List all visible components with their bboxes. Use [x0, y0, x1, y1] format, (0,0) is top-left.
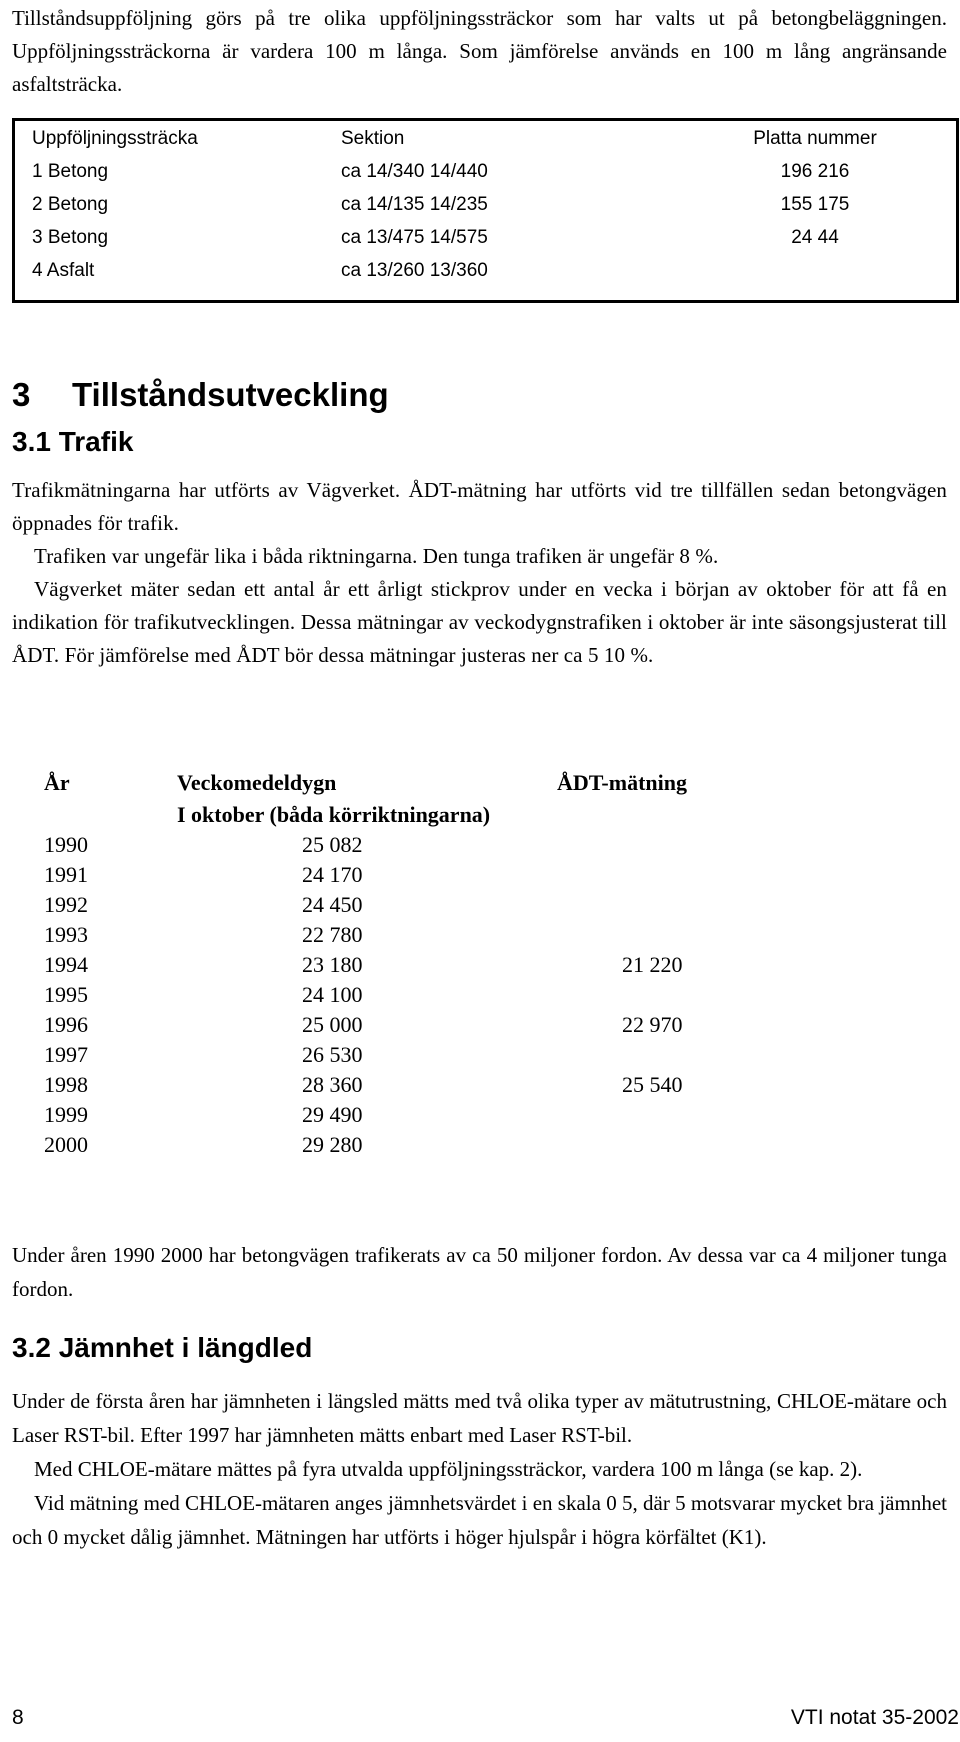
section-title: Tillståndsutveckling	[72, 376, 389, 413]
table-cell-year: 1994	[44, 952, 88, 977]
traffic-table-header-week-2: I oktober (båda körriktningarna)	[177, 802, 491, 827]
traffic-table-header-year: År	[44, 770, 70, 795]
section-table-header-strecka: Uppföljningssträcka	[32, 128, 198, 149]
table-row	[12, 1012, 947, 1045]
table-row	[12, 862, 947, 895]
table-cell-year: 1992	[44, 892, 88, 917]
section-table-row	[15, 253, 956, 288]
section-table-header-platta: Platta nummer	[753, 128, 877, 149]
table-row	[12, 1072, 947, 1105]
subsection-title: Jämnhet i längdled	[58, 1332, 313, 1363]
section-table-cell: 3 Betong	[32, 227, 109, 248]
subsection-heading-trafik	[12, 426, 133, 458]
section-table-cell: ca 13/475 14/575	[341, 227, 488, 248]
subsection-title: Trafik	[58, 426, 134, 457]
section-number: 3	[12, 376, 31, 413]
table-row	[12, 922, 947, 955]
intro-paragraph: Tillståndsuppföljning görs på tre olika uppföljningssträckor som har valts ut på betongbeläggningen. Uppföljningssträckorna är vardera 100 m långa. Som jämförelse används en 100 m lång angränsande asfaltsträcka.	[12, 6, 947, 96]
table-cell-week: 24 100	[302, 982, 363, 1007]
jamnhet-text-block	[12, 1384, 947, 1554]
table-cell-adt: 21 220	[622, 952, 683, 977]
trafik-paragraph-2: Trafiken var ungefär lika i båda riktningarna. Den tunga trafiken är ungefär 8 %.	[34, 544, 719, 568]
table-cell-week: 24 450	[302, 892, 363, 917]
table-cell-year: 1996	[44, 1012, 88, 1037]
section-table	[12, 118, 959, 303]
section-table-cell: 1 Betong	[32, 161, 109, 182]
subsection-number: 3.1	[12, 426, 51, 457]
table-cell-week: 22 780	[302, 922, 363, 947]
section-table-row	[15, 220, 956, 255]
table-row	[12, 832, 947, 865]
traffic-table-header-week-1: Veckomedeldygn	[177, 770, 337, 795]
table-cell-year: 1998	[44, 1072, 88, 1097]
table-row	[12, 892, 947, 925]
table-cell-week: 26 530	[302, 1042, 363, 1067]
table-cell-week: 28 360	[302, 1072, 363, 1097]
table-cell-week: 29 490	[302, 1102, 363, 1127]
intro-paragraph-block	[12, 2, 947, 101]
table-cell-year: 1991	[44, 862, 88, 887]
section-heading-3	[12, 376, 389, 414]
jamnhet-paragraph-3: Vid mätning med CHLOE-mätaren anges jämnhetsvärdet i en skala 0 5, där 5 motsvarar mycket bra jämnhet och 0 mycket dålig jämnhet. Mätningen har utförts i höger hjulspår i högra körfältet (K1).	[12, 1491, 947, 1549]
section-table-cell: ca 13/260 13/360	[341, 260, 488, 281]
table-cell-week: 25 082	[302, 832, 363, 857]
table-row	[12, 1042, 947, 1075]
table-cell-week: 24 170	[302, 862, 363, 887]
table-row	[12, 1102, 947, 1135]
table-cell-week: 25 000	[302, 1012, 363, 1037]
section-table-cell: ca 14/340 14/440	[341, 161, 488, 182]
document-id: VTI notat 35-2002	[790, 1706, 959, 1729]
section-table-cell: 4 Asfalt	[32, 260, 95, 281]
jamnhet-paragraph-2: Med CHLOE-mätare mättes på fyra utvalda uppföljningssträckor, vardera 100 m långa (se kap. 2).	[34, 1457, 863, 1481]
table-cell-year: 1999	[44, 1102, 88, 1127]
section-table-cell: 24 44	[791, 227, 839, 248]
section-table-row	[15, 187, 956, 222]
table-cell-adt: 25 540	[622, 1072, 683, 1097]
table-row	[12, 1132, 947, 1165]
trafik-paragraph-3: Vägverket mäter sedan ett antal år ett årligt stickprov under en vecka i början av oktober för att få en indikation för trafikutvecklingen. Dessa mätningar av veckodygnstrafiken i oktober är inte säsongsjusterat till ÅDT. För jämförelse med ÅDT bör dessa mätningar justeras ner ca 5 10 %.	[12, 577, 947, 667]
table-row	[12, 982, 947, 1015]
section-table-header-row	[15, 121, 956, 156]
table-cell-year: 1993	[44, 922, 88, 947]
table-cell-year: 1990	[44, 832, 88, 857]
traffic-table-header-adt: ÅDT-mätning	[557, 770, 687, 795]
section-table-cell: 2 Betong	[32, 194, 109, 215]
table-cell-adt: 22 970	[622, 1012, 683, 1037]
section-table-cell: 196 216	[780, 161, 850, 182]
trafik-text-block	[12, 474, 947, 672]
section-table-row	[15, 154, 956, 189]
section-table-header-sektion: Sektion	[341, 128, 405, 149]
table-row	[12, 952, 947, 985]
table-cell-year: 2000	[44, 1132, 88, 1157]
table-cell-year: 1995	[44, 982, 88, 1007]
page-number: 8	[12, 1706, 24, 1729]
table-cell-year: 1997	[44, 1042, 88, 1067]
table-cell-week: 29 280	[302, 1132, 363, 1157]
jamnhet-paragraph-1: Under de första åren har jämnheten i längsled mätts med två olika typer av mätutrustning, CHLOE-mätare och Laser RST-bil. Efter 1997 har jämnheten mätts enbart med Laser RST-bil.	[12, 1389, 947, 1447]
subsection-heading-jamnhet	[12, 1332, 312, 1364]
traffic-summary-paragraph: Under åren 1990 2000 har betongvägen trafikerats av ca 50 miljoner fordon. Av dessa var ca 4 miljoner tunga fordon.	[12, 1243, 947, 1301]
section-table-cell: 155 175	[780, 194, 850, 215]
section-table-cell: ca 14/135 14/235	[341, 194, 488, 215]
subsection-number: 3.2	[12, 1332, 51, 1363]
traffic-summary-block	[12, 1238, 947, 1306]
page-footer	[12, 1706, 959, 1736]
table-cell-week: 23 180	[302, 952, 363, 977]
trafik-paragraph-1: Trafikmätningarna har utförts av Vägverket. ÅDT-mätning har utförts vid tre tillfällen sedan betongvägen öppnades för trafik.	[12, 478, 947, 535]
